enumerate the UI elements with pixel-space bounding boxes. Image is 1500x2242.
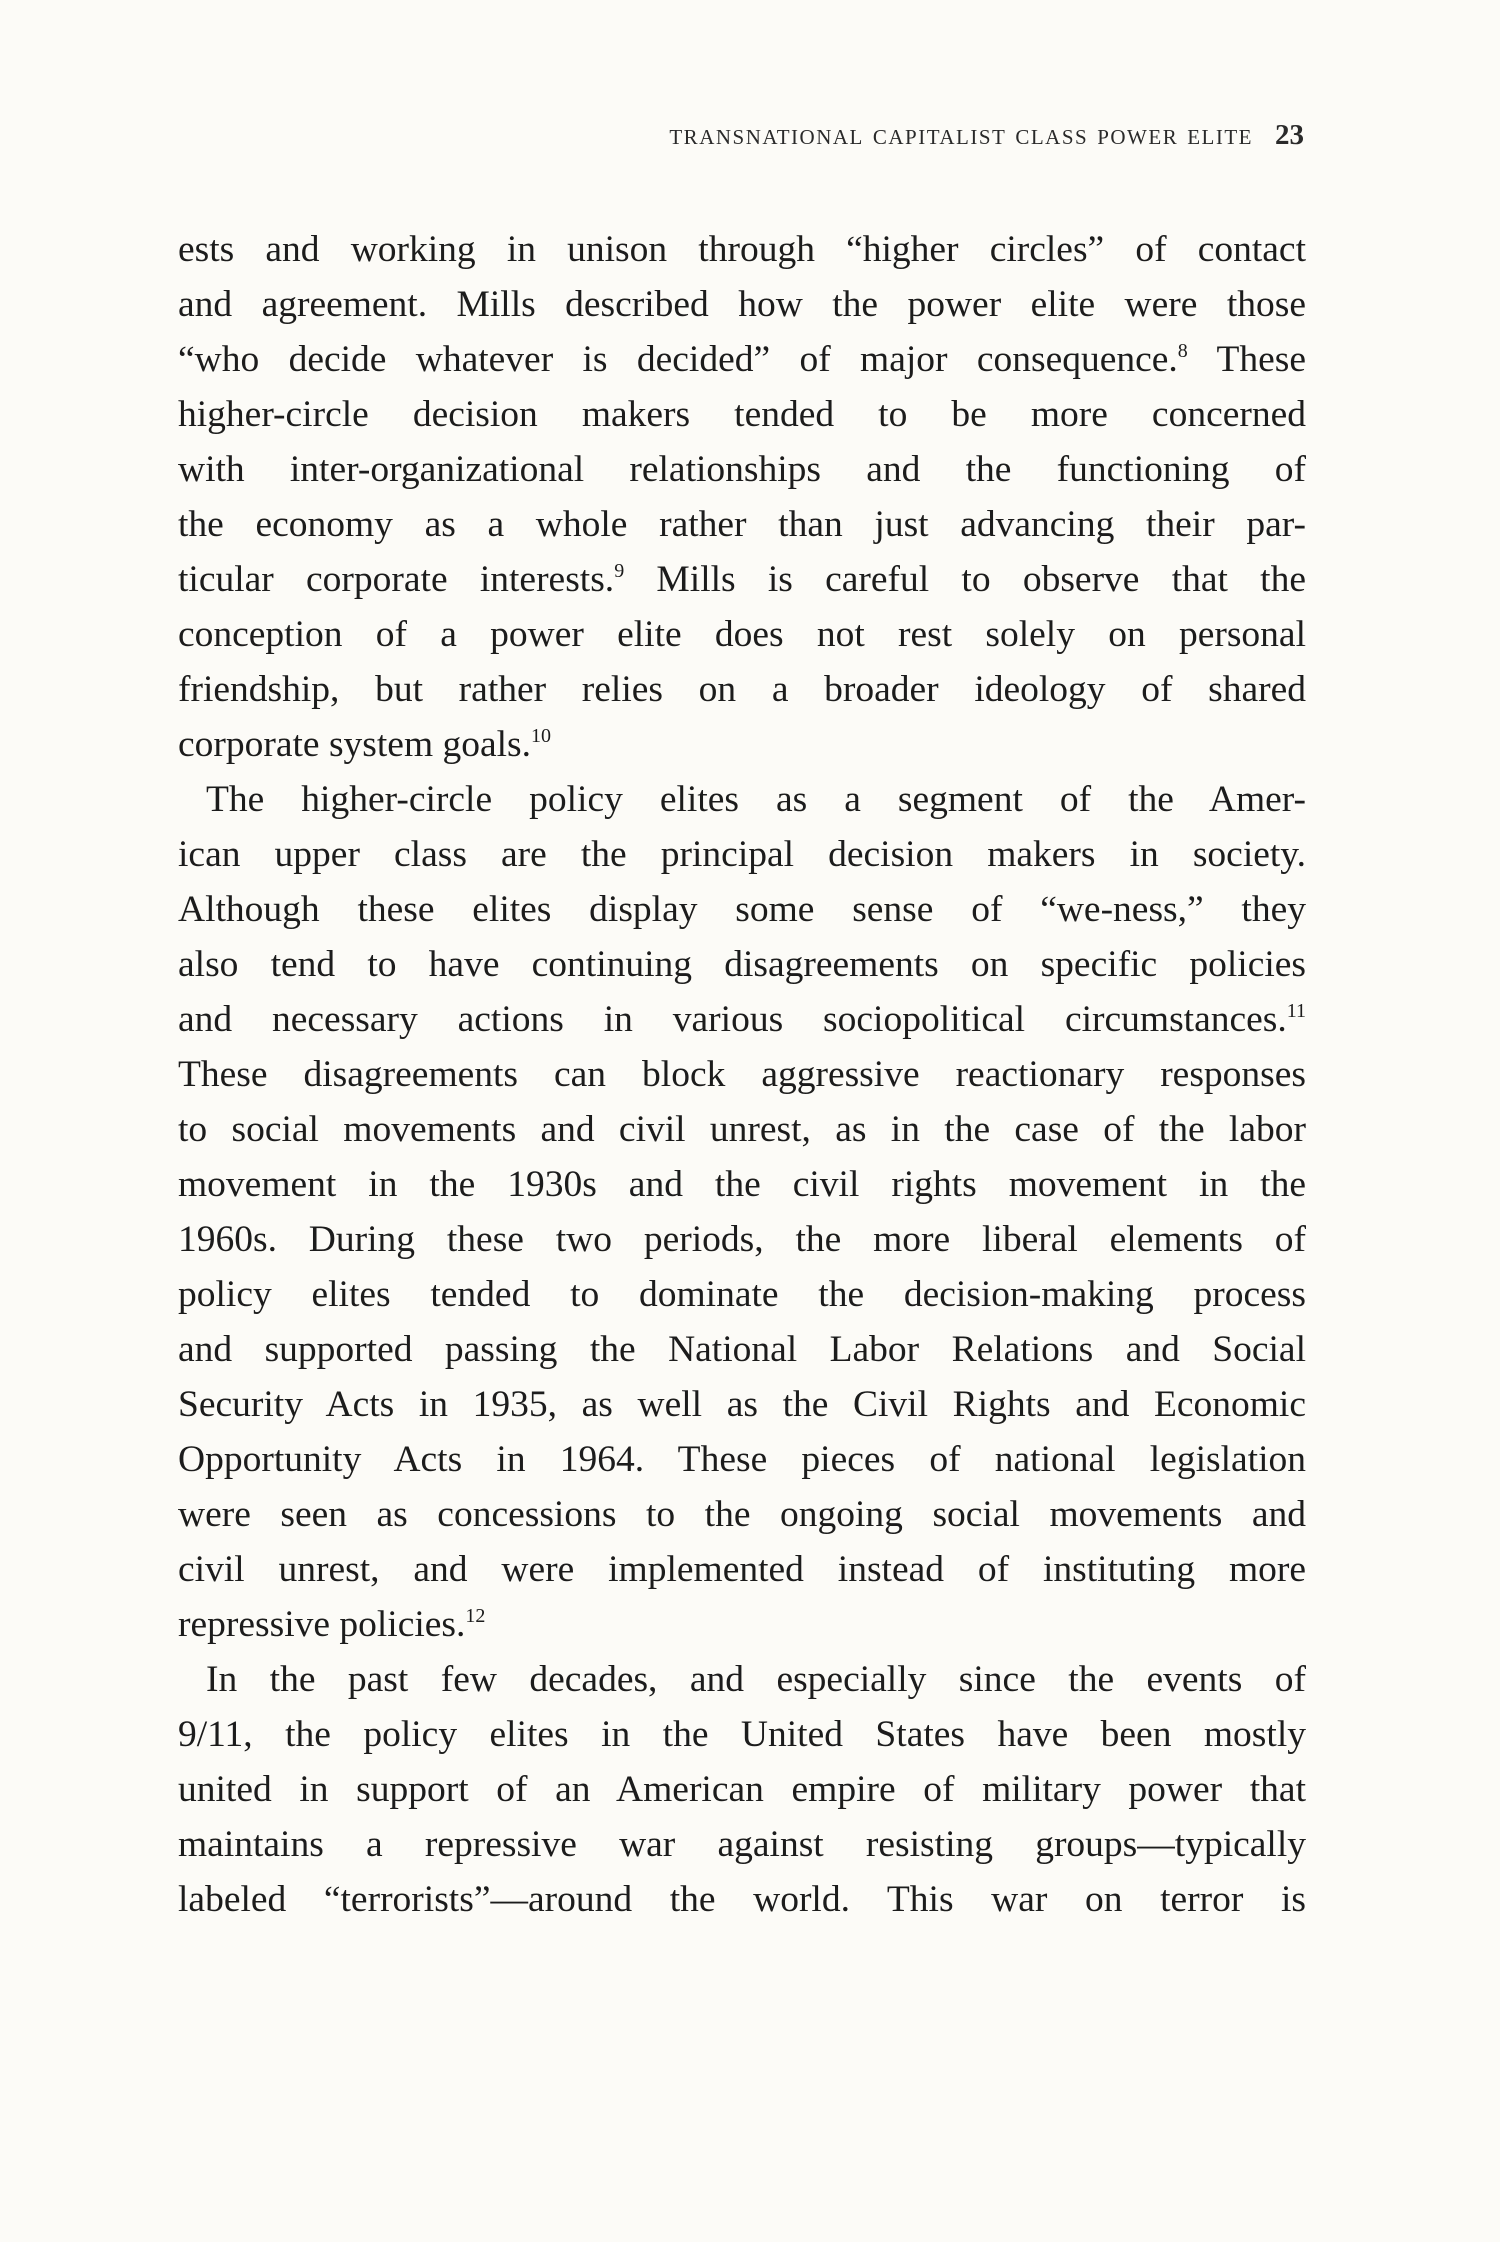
- text-segment: “who decide whatever is decided” of major consequence.: [178, 339, 1178, 380]
- text-line: civil unrest, and were implemented instead of instituting more: [178, 1549, 1306, 1590]
- text-line: were seen as concessions to the ongoing social movements and: [178, 1494, 1306, 1535]
- text-line: and supported passing the National Labor Relations and Social: [178, 1329, 1306, 1370]
- text-line: conception of a power elite does not rest solely on personal: [178, 614, 1306, 655]
- text-line: friendship, but rather relies on a broader ideology of shared: [178, 669, 1306, 710]
- text-line: labeled “terrorists”—around the world. This war on terror is: [178, 1879, 1306, 1920]
- text-line: Opportunity Acts in 1964. These pieces of national legislation: [178, 1439, 1306, 1480]
- text-segment: ticular corporate interests.: [178, 559, 615, 600]
- text-line: also tend to have continuing disagreements on specific policies: [178, 944, 1306, 985]
- text-line: Security Acts in 1935, as well as the Civil Rights and Economic: [178, 1384, 1306, 1425]
- text-line: ican upper class are the principal decision makers in society.: [178, 834, 1306, 875]
- text-line: 1960s. During these two periods, the more liberal elements of: [178, 1219, 1306, 1260]
- text-line: These disagreements can block aggressive reactionary responses: [178, 1054, 1306, 1095]
- text-line: [178, 1597, 1306, 1652]
- footnote-reference[interactable]: 10: [531, 725, 552, 747]
- text-line: higher-circle decision makers tended to be more concerned: [178, 394, 1306, 435]
- text-line: the economy as a whole rather than just advancing their par-: [178, 504, 1306, 545]
- text-segment: These: [1187, 339, 1306, 380]
- text-segment: repressive policies.: [178, 1604, 466, 1645]
- text-line: policy elites tended to dominate the decision-making process: [178, 1274, 1306, 1315]
- text-line: with inter-organizational relationships and the functioning of: [178, 449, 1306, 490]
- text-line: movement in the 1930s and the civil rights movement in the: [178, 1164, 1306, 1205]
- text-segment: Mills is careful to observe that the: [624, 559, 1306, 600]
- text-line: The higher-circle policy elites as a segment of the Amer-: [206, 779, 1306, 820]
- text-line: Although these elites display some sense of “we-ness,” they: [178, 889, 1306, 930]
- paragraph: [178, 1652, 1306, 1927]
- text-line: maintains a repressive war against resisting groups—typically: [178, 1824, 1306, 1865]
- text-line: [178, 332, 1306, 387]
- text-line: to social movements and civil unrest, as in the case of the labor: [178, 1109, 1306, 1150]
- running-head: [669, 118, 1304, 152]
- text-line: [178, 717, 1306, 772]
- page-number: 23: [1275, 119, 1304, 151]
- running-title: transnational capitalist class power elite: [669, 118, 1253, 151]
- text-line: 9/11, the policy elites in the United States have been mostly: [178, 1714, 1306, 1755]
- footnote-reference[interactable]: 9: [614, 560, 625, 582]
- text-line: ests and working in unison through “higher circles” of contact: [178, 229, 1306, 270]
- paragraph: [178, 222, 1306, 772]
- text-segment: and necessary actions in various sociopolitical circumstances.: [178, 999, 1287, 1040]
- text-line: united in support of an American empire of military power that: [178, 1769, 1306, 1810]
- text-line: [178, 552, 1306, 607]
- footnote-reference[interactable]: 12: [465, 1605, 486, 1627]
- text-line: [178, 992, 1306, 1047]
- text-line: and agreement. Mills described how the power elite were those: [178, 284, 1306, 325]
- text-line: In the past few decades, and especially since the events of: [206, 1659, 1306, 1700]
- body-text: [178, 222, 1306, 1927]
- paragraph: [178, 772, 1306, 1652]
- text-segment: corporate system goals.: [178, 724, 532, 765]
- footnote-reference[interactable]: 11: [1286, 1000, 1306, 1022]
- footnote-reference[interactable]: 8: [1177, 340, 1188, 362]
